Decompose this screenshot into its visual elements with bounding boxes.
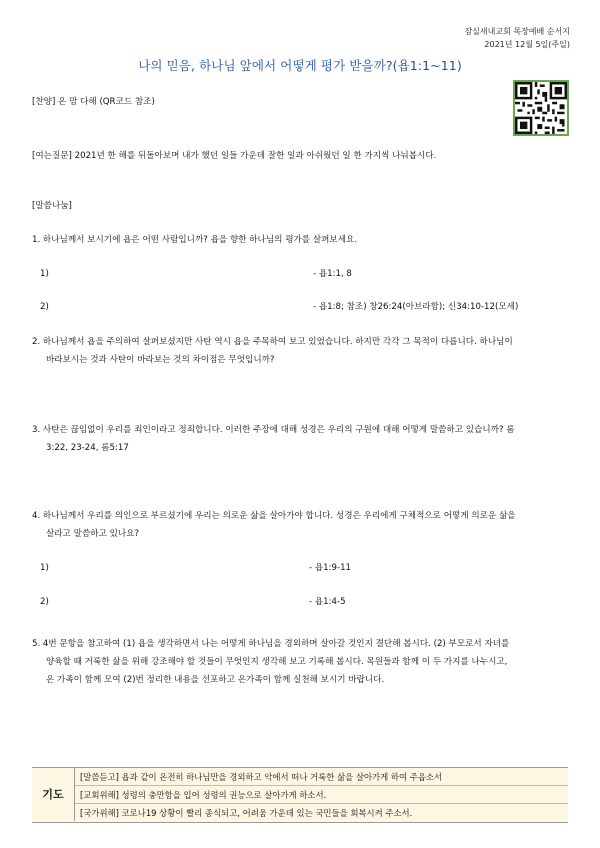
prayer-label: 기도 [32,767,75,821]
q1-sub1-reference: - 욥1:1, 8 [313,269,352,279]
praise-line: [찬양] 온 맘 다해 (QR코드 참조) [32,97,155,107]
prayer-divider [75,803,568,804]
prayer-item-church: [교회위해] 성령의 충만함을 입어 성령의 권능으로 살아가게 하소서. [80,790,327,800]
question-4-line-1: 4. 하나님께서 우리를 의인으로 부르셨기에 우리는 의로운 삶을 살아가야 합니다. 성경은 우리에게 구체적으로 어떻게 의로운 삶을 [32,511,516,521]
question-3-line-2: 3:22, 23-24, 롬5:17 [46,443,129,453]
q4-sub1-reference: - 욥1:9-11 [309,563,352,573]
sharing-heading: [말씀나눔] [32,201,72,211]
header-church: 잠실새내교회 목장예배 순서지 [464,27,570,36]
q4-sub1-label: 1) [40,563,49,573]
q4-sub2-label: 2) [40,597,49,607]
prayer-item-nation: [국가위해] 코로나19 상황이 빨리 종식되고, 어려움 가운데 있는 국민들을 회복시켜 주소서. [80,808,413,818]
qr-code-icon [515,82,567,134]
question-5-line-2: 양육할 때 거룩한 삶을 위해 강조해야 할 것들이 무엇인지 생각해 보고 기록해 봅시다. 목원들과 함께 이 두 가지를 나누시고, [46,657,508,667]
q1-sub1-label: 1) [40,269,49,279]
question-5-line-1: 5. 4번 문항을 참고하여 (1) 욥을 생각하면서 나는 어떻게 하나님을 경외하며 살아갈 것인지 결단해 봅시다. (2) 부모로서 자녀를 [32,639,510,649]
question-2-line-2: 바라보시는 것과 사탄이 바라보는 것의 차이점은 무엇입니까? [46,355,275,365]
header-date: 2021년 12월 5일(주일) [484,40,570,49]
qr-code[interactable] [513,80,569,136]
q1-sub2-label: 2) [40,302,49,312]
prayer-item-word: [말씀듣고] 욥과 같이 온전히 하나님만을 경외하고 악에서 떠나 거룩한 삶을 살아가게 하여 주옵소서 [80,772,443,782]
page-title: 나의 믿음, 하나님 앞에서 어떻게 평가 받을까?(욥1:1~11) [138,58,462,73]
question-1: 1. 하나님께서 보시기에 욥은 어떤 사람입니까? 욥을 향한 하나님의 평가를 살펴보세요. [32,235,358,245]
prayer-divider [75,785,568,786]
question-3-line-1: 3. 사탄은 끊임없이 우리를 죄인이라고 정죄합니다. 이러한 주장에 대해 성경은 우리의 구원에 대해 어떻게 말씀하고 있습니까? 롬 [32,425,515,435]
question-2-line-1: 2. 하나님께서 욥을 주의하여 살펴보셨지만 사탄 역시 욥을 주목하여 보고 있었습니다. 하지만 각각 그 목적이 다릅니다. 하나님이 [32,337,513,347]
q1-sub2-reference: - 욥1:8; 참조) 창26:24(아브라함); 신34:10-12(모세) [313,302,519,312]
opening-question: [여는질문] 2021년 한 해를 뒤돌아보며 내가 했던 일들 가운데 잘한 일과 아쉬웠던 일 한 가지씩 나눠봅시다. [32,151,437,161]
question-4-line-2: 살라고 말씀하고 있나요? [46,529,140,539]
q4-sub2-reference: - 욥1:4-5 [309,597,346,607]
question-5-line-3: 온 가족이 함께 모여 (2)번 정리한 내용을 선포하고 온가족이 함께 실천해 보시기 바랍니다. [46,675,385,685]
